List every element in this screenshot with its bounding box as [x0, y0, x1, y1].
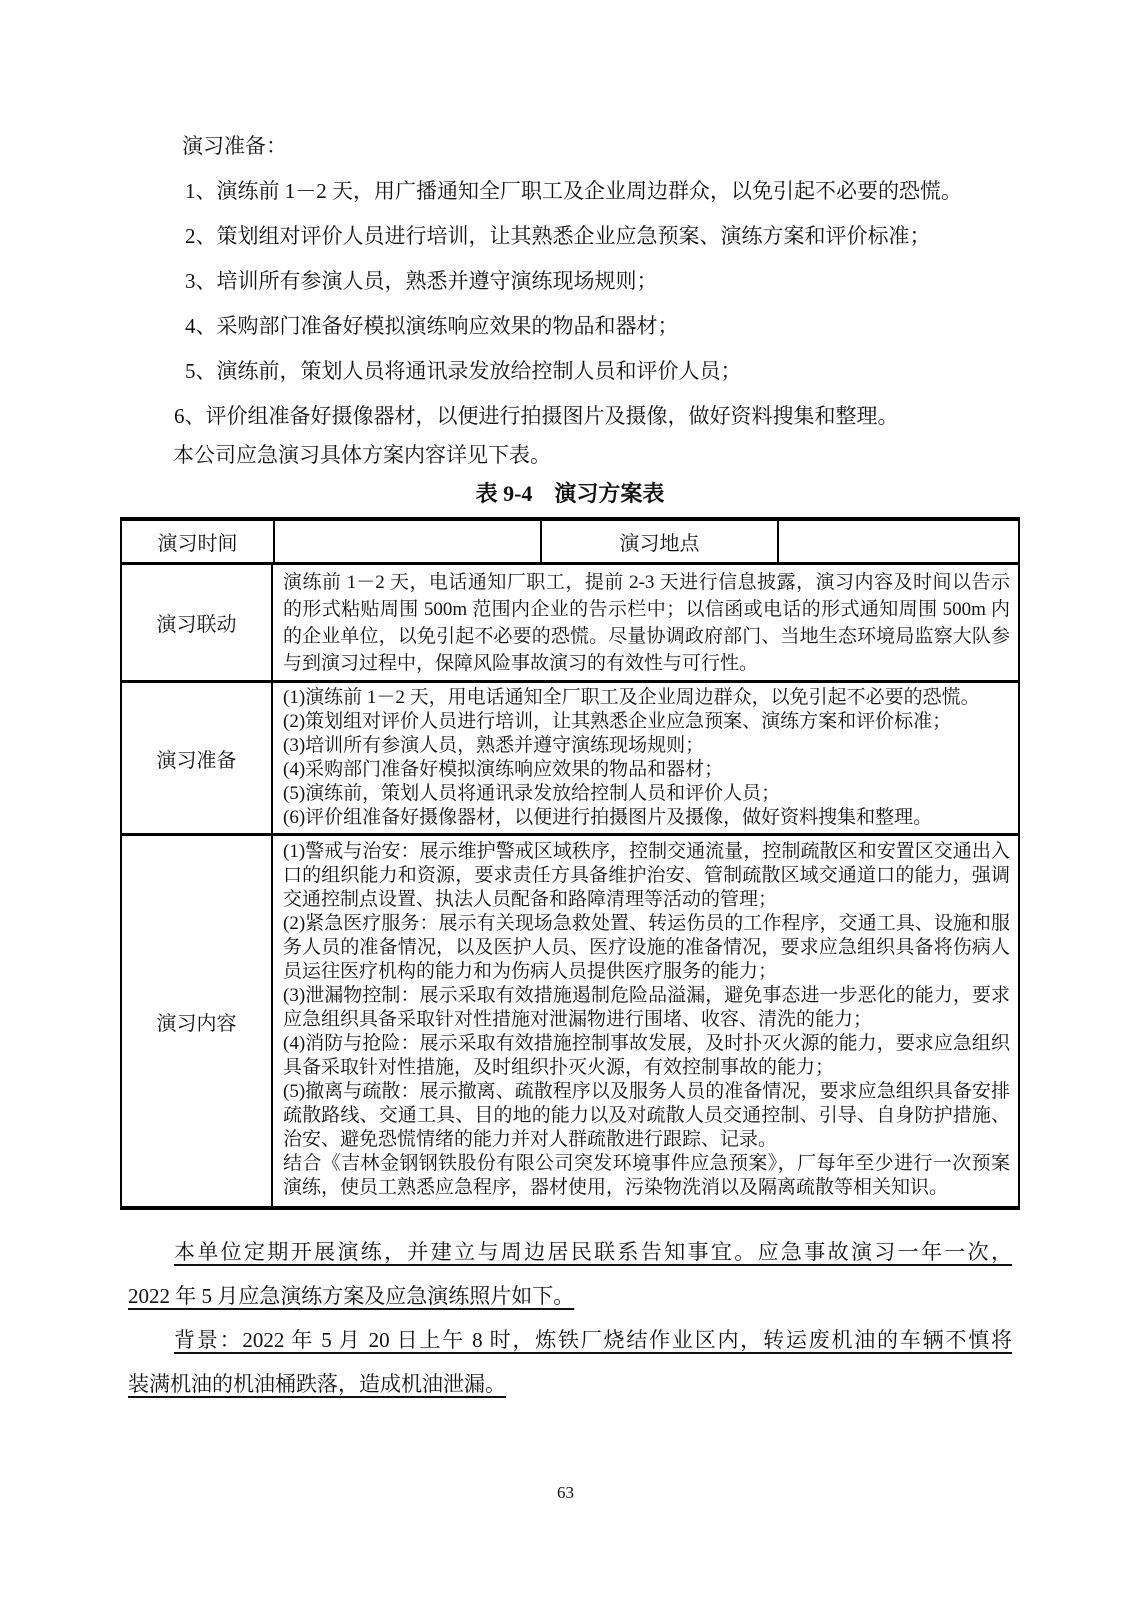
header-cell-drill-time-label: 演习时间 [157, 533, 238, 555]
preparation-line: (3)培训所有参演人员，熟悉并遵守演练现场规则； [283, 735, 705, 756]
content-paragraph: 结合《吉林金钢钢铁股份有限公司突发环境事件应急预案》，厂每年至少进行一次预案演练，使员工熟悉应急程序，器材使用，污染物洗消以及隔离疏散等相关知识。 [283, 1153, 1010, 1198]
list-item-4: 4、采购部门准备好模拟演练响应效果的物品和器材； [185, 314, 679, 338]
list-item-6: 6、评价组准备好摄像器材，以便进行拍摄图片及摄像，做好资料搜集和整理。 [174, 404, 899, 428]
header-cell-drill-location-label: 演习地点 [540, 521, 777, 562]
row-label-drill-preparation: 演习准备 [122, 683, 273, 833]
drill-preparation-section [128, 134, 1020, 467]
header-cell-drill-location-value [777, 521, 1018, 562]
table-header-row [122, 521, 1018, 565]
preparation-line: (5)演练前，策划人员将通讯录发放给控制人员和评价人员； [283, 783, 781, 804]
content-paragraph: (3)泄漏物控制：展示采取有效措施遏制危险品溢漏，避免事态进一步恶化的能力，要求应急组织具备采取针对性措施对泄漏物进行围堵、收容、清洗的能力； [283, 985, 1010, 1030]
section-heading: 演习准备： [182, 134, 287, 158]
row-label-drill-content: 演习内容 [122, 836, 273, 1206]
row-content-drill-content [273, 836, 1018, 1206]
list-item-5: 5、演练前，策划人员将通讯录发放给控制人员和评价人员； [185, 359, 742, 383]
preparation-line: (1)演练前 1－2 天，用电话通知全厂职工及企业周边群众，以免引起不必要的恐慌。 [283, 687, 980, 708]
section-closing-text: 本公司应急演习具体方案内容详见下表。 [173, 443, 551, 467]
content-paragraph: (5)撤离与疏散：展示撤离、疏散程序以及服务人员的准备情况，要求应急组织具备安排疏散路线、交通工具、目的地的能力以及对疏散人员交通控制、引导、自身防护措施、治安、避免恐慌情绪的能力并对人群疏散进行跟踪、记录。 [283, 1081, 1010, 1150]
list-item-1: 1、演练前 1－2 天，用广播通知全厂职工及企业周边群众，以免引起不必要的恐慌。 [185, 179, 962, 203]
preparation-line: (2)策划组对评价人员进行培训，让其熟悉企业应急预案、演练方案和评价标准； [283, 711, 952, 732]
content-paragraph: (2)紧急医疗服务：展示有关现场急救处置、转运伤员的工作程序，交通工具、设施和服务人员的准备情况，以及医护人员、医疗设施的准备情况，要求应急组织具备将伤病人员运往医疗机构的能力和为伤病人员提供医疗服务的能力； [283, 913, 1010, 982]
row-label-drill-linkage: 演习联动 [122, 565, 273, 680]
table-row-drill-content [122, 836, 1018, 1206]
header-cell-drill-time-value [273, 521, 540, 562]
closing-paragraphs [128, 1240, 1012, 1416]
table-row-drill-preparation [122, 683, 1018, 836]
drill-plan-table [120, 517, 1020, 1210]
preparation-line: (4)采购部门准备好模拟演练响应效果的物品和器材； [283, 759, 724, 780]
list-item-3: 3、培训所有参演人员，熟悉并遵守演练现场规则； [185, 269, 658, 293]
row-content-drill-preparation [273, 683, 1018, 833]
footer-paragraph-2-line-2: 装满机油的机油桶跌落，造成机油泄漏。 [128, 1372, 506, 1396]
footer-paragraph-1-line-2: 2022 年 5 月应急演练方案及应急演练照片如下。 [128, 1284, 575, 1308]
page-number: 63 [557, 1483, 574, 1502]
row-content-drill-linkage: 演练前 1－2 天，电话通知厂职工，提前 2-3 天进行信息披露，演习内容及时间以告示的形式粘贴周围 500m 范围内企业的告示栏中；以信函或电话的形式通知周围 500m 内的企业单位，以免引起不必要的恐慌。尽量协调政府部门、当地生态环境局监察大队参与到演习过程中，保障风险事故演习的有效性与可行性。 [283, 572, 1010, 674]
content-paragraph: (4)消防与抢险：展示采取有效措施控制事故发展，及时扑灭火源的能力，要求应急组织具备采取针对性措施，及时组织扑灭火源，有效控制事故的能力； [283, 1033, 1010, 1078]
table-caption: 表 9-4 演习方案表 [475, 481, 665, 506]
content-paragraph: (1)警戒与治安：展示维护警戒区域秩序，控制交通流量，控制疏散区和安置区交通出入口的组织能力和资源，要求责任方具备维护治安、管制疏散区域交通道口的能力，强调交通控制点设置、执法人员配备和路障清理等活动的管理； [283, 841, 1010, 910]
footer-paragraph-2-line-1: 背景：2022 年 5 月 20 日上午 8 时，炼铁厂烧结作业区内，转运废机油的车辆不慎将 [174, 1328, 1012, 1352]
preparation-line: (6)评价组准备好摄像器材，以便进行拍摄图片及摄像，做好资料搜集和整理。 [283, 807, 933, 828]
footer-paragraph-1-line-1: 本单位定期开展演练，并建立与周边居民联系告知事宜。应急事故演习一年一次， [174, 1240, 1012, 1264]
table-row-drill-linkage [122, 565, 1018, 683]
list-item-2: 2、策划组对评价人员进行培训，让其熟悉企业应急预案、演练方案和评价标准； [185, 224, 931, 248]
